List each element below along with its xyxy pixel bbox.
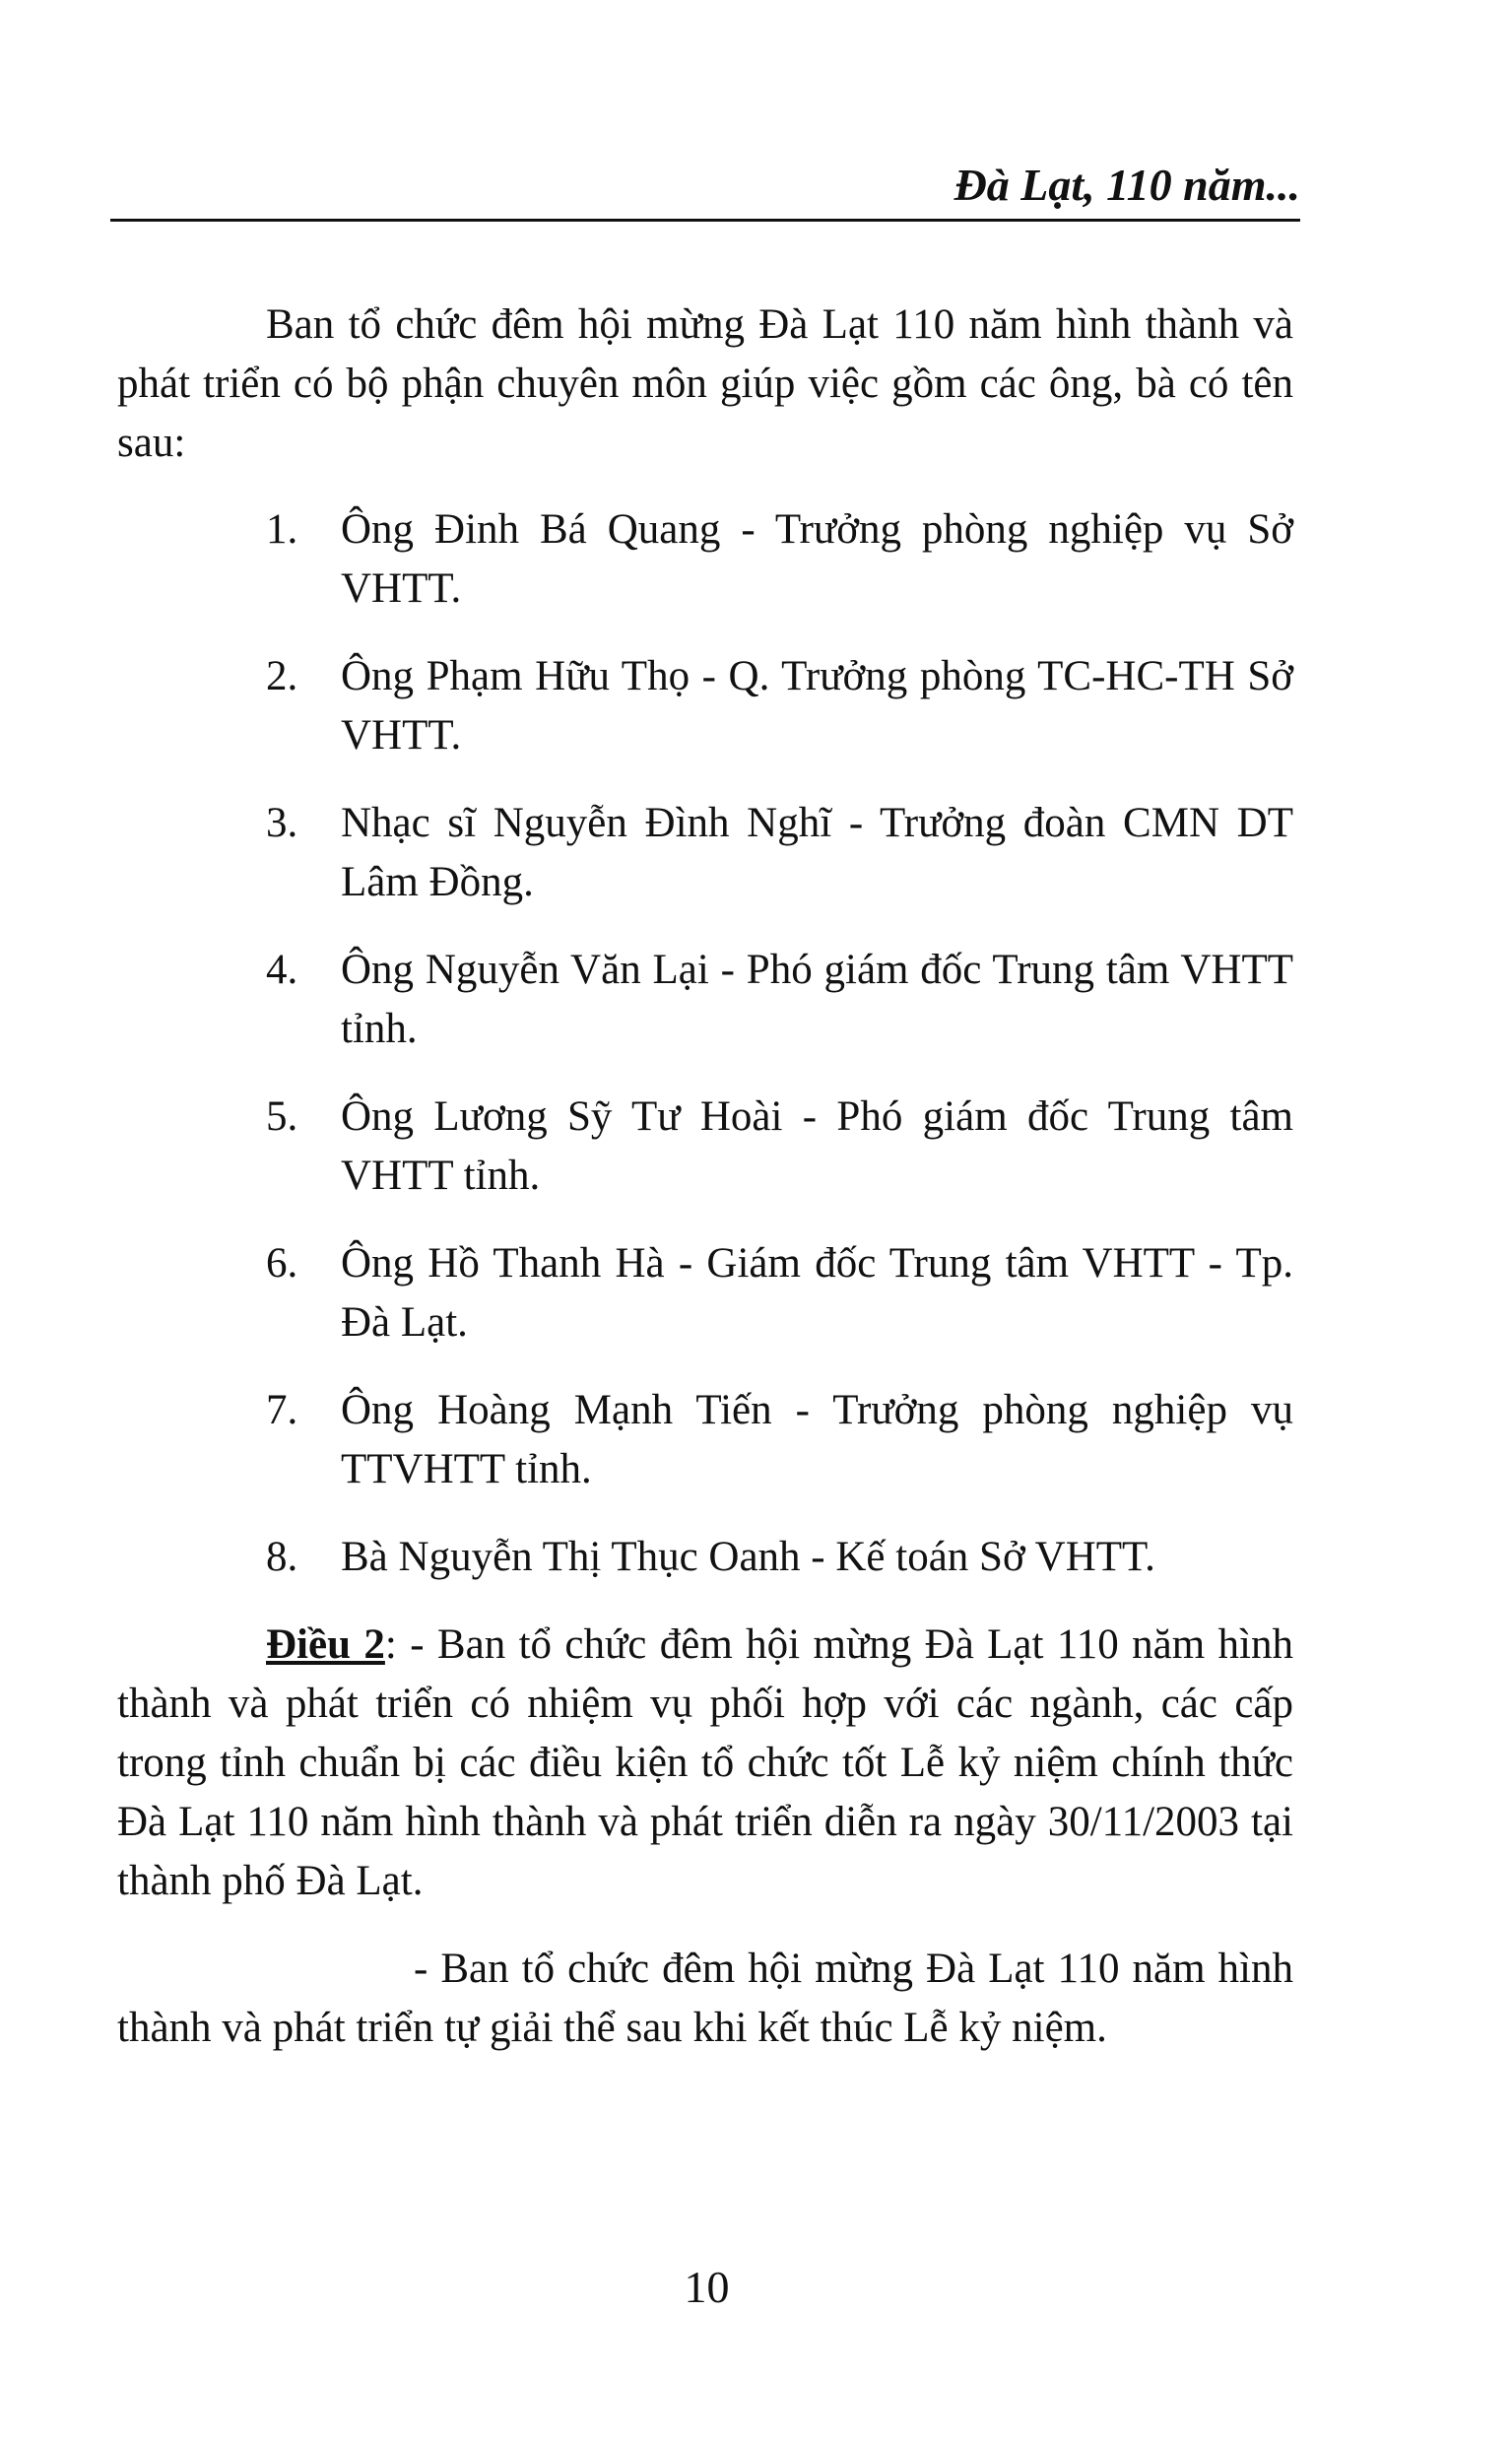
list-item-text: Ông Phạm Hữu Thọ - Q. Trưởng phòng TC-HC-TH Sở VHTT. [341, 653, 1293, 759]
list-item-number: 1. [266, 506, 298, 553]
list-item [117, 1234, 1293, 1353]
list-item [117, 941, 1293, 1059]
list-item [117, 647, 1293, 765]
list-item [117, 1528, 1293, 1587]
list-item-text: Ông Hoàng Mạnh Tiến - Trưởng phòng nghiệp vụ TTVHTT tỉnh. [341, 1387, 1293, 1492]
page-number: 10 [684, 2262, 730, 2312]
list-item-text: Bà Nguyễn Thị Thục Oanh - Kế toán Sở VHTT. [341, 1534, 1155, 1580]
page-body [117, 296, 1293, 2058]
member-list [117, 500, 1293, 1587]
list-item-number: 4. [266, 947, 298, 993]
header-rule [110, 219, 1300, 222]
list-item [117, 1381, 1293, 1499]
article-2-second-paragraph: - Ban tổ chức đêm hội mừng Đà Lạt 110 năm hình thành và phát triển tự giải thể sau khi kết thúc Lễ kỷ niệm. [117, 1946, 1293, 2051]
running-header: Đà Lạt, 110 năm... [953, 160, 1300, 210]
article-2-paragraph [117, 1616, 1293, 1911]
list-item-text: Nhạc sĩ Nguyễn Đình Nghĩ - Trưởng đoàn CMN DT Lâm Đồng. [341, 800, 1293, 905]
list-item [117, 500, 1293, 619]
list-item-text: Ông Nguyễn Văn Lại - Phó giám đốc Trung tâm VHTT tỉnh. [341, 947, 1293, 1052]
list-item-number: 6. [266, 1240, 298, 1287]
list-item-number: 7. [266, 1387, 298, 1433]
intro-paragraph: Ban tổ chức đêm hội mừng Đà Lạt 110 năm hình thành và phát triển có bộ phận chuyên môn giúp việc gồm các ông, bà có tên sau: [117, 301, 1293, 466]
list-item-text: Ông Hồ Thanh Hà - Giám đốc Trung tâm VHTT - Tp. Đà Lạt. [341, 1240, 1293, 1346]
list-item-text: Ông Lương Sỹ Tư Hoài - Phó giám đốc Trung tâm VHTT tỉnh. [341, 1093, 1293, 1199]
list-item-number: 3. [266, 800, 298, 846]
article-2-label: Điều 2 [266, 1621, 385, 1668]
list-item-text: Ông Đinh Bá Quang - Trưởng phòng nghiệp vụ Sở VHTT. [341, 506, 1293, 612]
list-item-number: 8. [266, 1534, 298, 1580]
list-item-number: 5. [266, 1093, 298, 1140]
list-item [117, 794, 1293, 912]
list-item-number: 2. [266, 653, 298, 699]
list-item [117, 1088, 1293, 1206]
article-2-text: : - Ban tổ chức đêm hội mừng Đà Lạt 110 năm hình thành và phát triển có nhiệm vụ phối hợp với các ngành, các cấp trong tỉnh chuẩn bị các điều kiện tổ chức tốt Lễ kỷ niệm chính thức Đà Lạt 110 năm hình thành và phát triển diễn ra ngày 30/11/2003 tại thành phố Đà Lạt. [117, 1621, 1293, 1904]
